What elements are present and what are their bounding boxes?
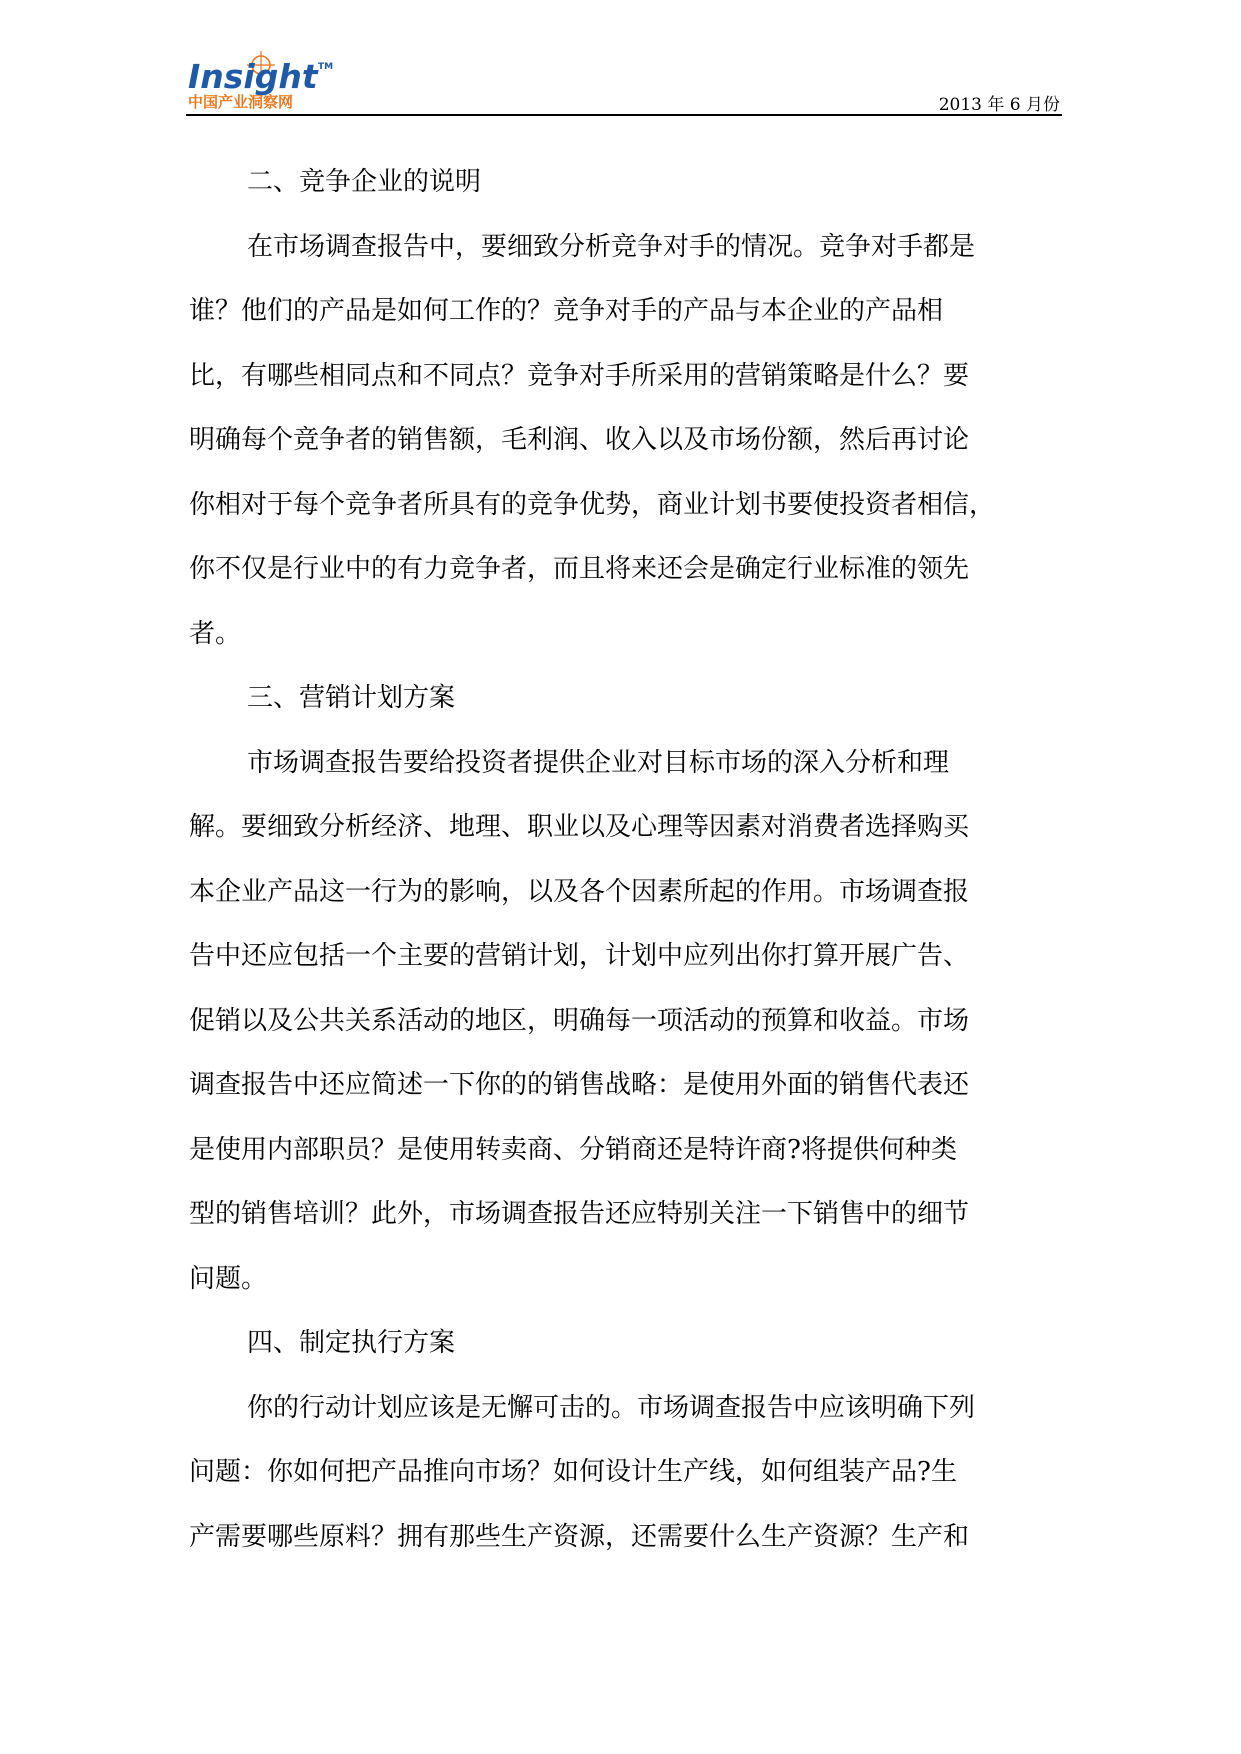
text-line: 你相对于每个竞争者所具有的竞争优势，商业计划书要使投资者相信，	[189, 489, 996, 520]
text-line: 二、竞争企业的说明	[247, 167, 482, 197]
text-line: 四、制定执行方案	[247, 1328, 456, 1358]
text-line: 问题：你如何把产品推向市场？如何设计生产线，如何组装产品?生	[189, 1457, 957, 1487]
text-line: 谁？他们的产品是如何工作的？竞争对手的产品与本企业的产品相	[189, 296, 944, 326]
text-line: 你的行动计划应该是无懈可击的。市场调查报告中应该明确下列	[247, 1392, 976, 1423]
text-line: 调查报告中还应简述一下你的的销售战略：是使用外面的销售代表还	[189, 1070, 970, 1100]
text-line: 比，有哪些相同点和不同点？竞争对手所采用的营销策略是什么？要	[189, 360, 970, 391]
logo-text-cn: 中国产业洞察网	[188, 93, 294, 111]
header-date: 2013 年 6 月份	[938, 95, 1060, 115]
text-line: 市场调查报告要给投资者提供企业对目标市场的深入分析和理	[247, 747, 950, 778]
text-line: 者。	[189, 618, 242, 649]
text-line: 三、营销计划方案	[247, 683, 456, 713]
insight-logo	[186, 50, 346, 112]
page-header	[186, 48, 1062, 116]
logo-text-en: Insight	[188, 57, 318, 96]
text-line: 问题。	[189, 1263, 268, 1294]
logo-trademark: TM	[318, 62, 334, 72]
text-line: 告中还应包括一个主要的营销计划，计划中应列出你打算开展广告、	[189, 941, 970, 971]
text-line: 是使用内部职员？是使用转卖商、分销商还是特许商?将提供何种类	[189, 1134, 957, 1165]
text-line: 解。要细致分析经济、地理、职业以及心理等因素对消费者选择购买	[189, 812, 970, 842]
text-line: 促销以及公共关系活动的地区，明确每一项活动的预算和收益。市场	[189, 1005, 970, 1036]
text-line: 你不仅是行业中的有力竞争者，而且将来还会是确定行业标准的领先	[189, 554, 970, 584]
document-body	[189, 150, 1069, 1569]
text-line: 明确每个竞争者的销售额，毛利润、收入以及市场份额，然后再讨论	[189, 425, 970, 455]
header-divider	[186, 114, 1062, 116]
text-line: 型的销售培训？此外，市场调查报告还应特别关注一下销售中的细节	[189, 1199, 970, 1229]
text-line: 在市场调查报告中，要细致分析竞争对手的情况。竞争对手都是	[247, 231, 976, 262]
text-line: 产需要哪些原料？拥有那些生产资源，还需要什么生产资源？生产和	[189, 1521, 970, 1552]
text-line: 本企业产品这一行为的影响，以及各个因素所起的作用。市场调查报	[189, 876, 970, 907]
